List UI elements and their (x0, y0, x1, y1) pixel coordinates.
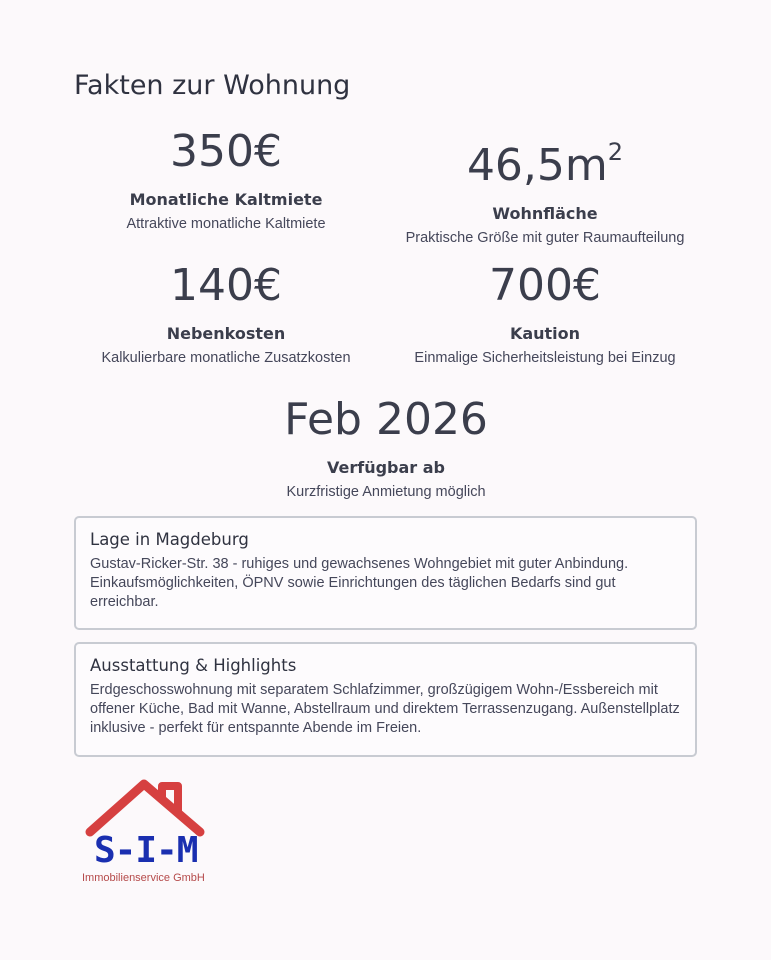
section-text: Erdgeschosswohnung mit separatem Schlafzimmer, großzügigem Wohn-/Essbereich mit offener Küche, Bad mit Wanne, Abstellraum und direktem Terrassenzugang. Außenstellplatz inklusive - perfekt für entspannte Abende im Freien. (90, 682, 680, 736)
fact-label: Kaution (509, 324, 581, 343)
fact-desc: Einmalige Sicherheitsleistung bei Einzug (414, 350, 676, 366)
fact-label: Verfügbar ab (326, 458, 445, 477)
fact-desc: Attraktive monatliche Kaltmiete (126, 216, 326, 232)
fact-desc: Kurzfristige Anmietung möglich (286, 484, 486, 500)
section-title: Ausstattung & Highlights (90, 656, 297, 675)
fact-desc: Praktische Größe mit guter Raumaufteilung (405, 230, 685, 246)
logo-company: Immobilienservice GmbH (82, 872, 205, 884)
section-title: Lage in Magdeburg (90, 530, 249, 549)
fact-value: 140€ (170, 260, 282, 311)
fact-verfuegbar (226, 394, 546, 500)
fact-label: Nebenkosten (166, 324, 286, 343)
fact-nebenkosten (66, 260, 386, 366)
page-title: Fakten zur Wohnung (74, 70, 351, 101)
fact-kaution (385, 260, 705, 366)
section-ausstattung (74, 642, 697, 757)
logo-mark: S-I-M (94, 830, 198, 871)
fact-value: 350€ (170, 126, 282, 177)
company-logo (82, 778, 212, 888)
fact-label: Wohnfläche (492, 204, 598, 223)
fact-wohnflaeche (385, 126, 705, 246)
fact-value: 700€ (489, 260, 601, 311)
fact-label: Monatliche Kaltmiete (129, 190, 323, 209)
fact-desc: Kalkulierbare monatliche Zusatzkosten (101, 350, 351, 366)
fact-value: Feb 2026 (284, 394, 488, 445)
fact-kaltmiete (66, 126, 386, 232)
fact-unit-sup: 2 (607, 138, 624, 166)
section-text: Gustav-Ricker-Str. 38 - ruhiges und gewachsenes Wohngebiet mit guter Anbindung. Einkaufsmöglichkeiten, ÖPNV sowie Einrichtungen des täglichen Bedarfs sind gut erreichbar. (90, 556, 629, 610)
section-lage (74, 516, 697, 630)
fact-value: 46,5m (466, 140, 608, 191)
